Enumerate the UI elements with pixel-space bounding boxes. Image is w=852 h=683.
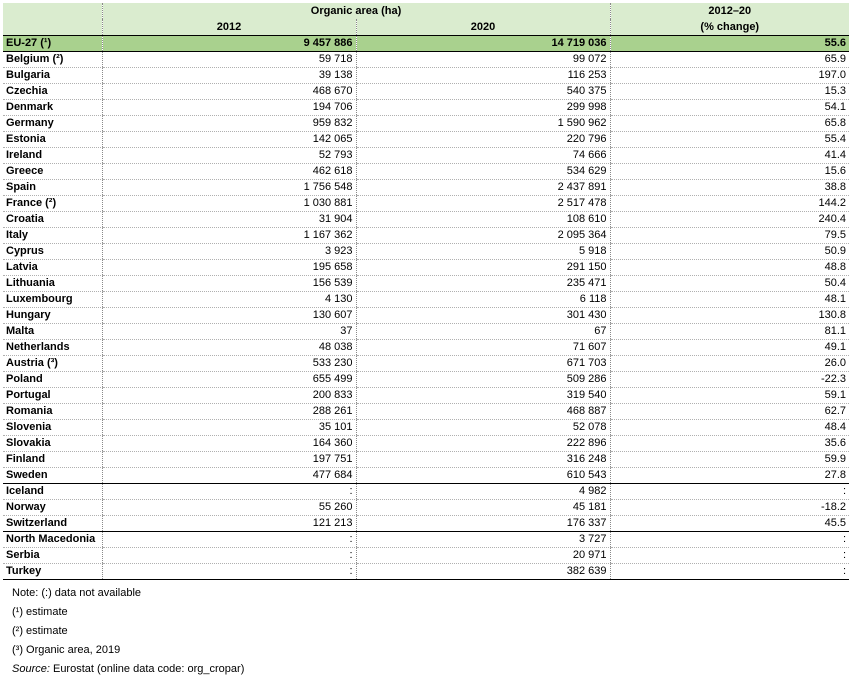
country-name: Portugal xyxy=(3,388,102,404)
value-change: 15.3 xyxy=(610,84,849,100)
value-2020: 2 437 891 xyxy=(356,180,610,196)
country-name: North Macedonia xyxy=(3,532,102,548)
table-row xyxy=(3,500,849,516)
value-2012: 156 539 xyxy=(102,276,356,292)
value-change: 54.1 xyxy=(610,100,849,116)
table-row xyxy=(3,132,849,148)
note-not-available: Note: (:) data not available xyxy=(12,587,142,599)
value-2020: 20 971 xyxy=(356,548,610,564)
value-2020: 671 703 xyxy=(356,356,610,372)
value-2020: 116 253 xyxy=(356,68,610,84)
table-row xyxy=(3,404,849,420)
country-name: Ireland xyxy=(3,148,102,164)
value-change: -22.3 xyxy=(610,372,849,388)
table-row xyxy=(3,148,849,164)
country-name: Finland xyxy=(3,452,102,468)
table-row xyxy=(3,388,849,404)
table-row xyxy=(3,324,849,340)
value-2020: 319 540 xyxy=(356,388,610,404)
value-2020: 4 982 xyxy=(356,484,610,500)
table-row xyxy=(3,356,849,372)
country-name: Lithuania xyxy=(3,276,102,292)
country-name: Belgium (²) xyxy=(3,52,102,68)
value-change: : xyxy=(610,564,849,580)
value-change: 35.6 xyxy=(610,436,849,452)
value-change: 65.8 xyxy=(610,116,849,132)
header-empty-cell xyxy=(3,19,102,36)
value-2020: 5 918 xyxy=(356,244,610,260)
country-name: Cyprus xyxy=(3,244,102,260)
value-change: 79.5 xyxy=(610,228,849,244)
table-row xyxy=(3,468,849,484)
value-2012: 1 167 362 xyxy=(102,228,356,244)
value-change: 59.1 xyxy=(610,388,849,404)
value-2012: 3 923 xyxy=(102,244,356,260)
value-2020: 2 095 364 xyxy=(356,228,610,244)
value-2012: : xyxy=(102,484,356,500)
value-2012: 195 658 xyxy=(102,260,356,276)
header-row-2 xyxy=(3,19,849,36)
country-name: Denmark xyxy=(3,100,102,116)
value-2012: 130 607 xyxy=(102,308,356,324)
country-name: Malta xyxy=(3,324,102,340)
value-change: 45.5 xyxy=(610,516,849,532)
table-row xyxy=(3,68,849,84)
country-name: France (²) xyxy=(3,196,102,212)
footnote-1: (¹) estimate xyxy=(12,606,68,618)
value-change: 144.2 xyxy=(610,196,849,212)
table-notes xyxy=(3,584,849,679)
value-change: 55.4 xyxy=(610,132,849,148)
country-name: Sweden xyxy=(3,468,102,484)
table-row xyxy=(3,372,849,388)
value-2012: 533 230 xyxy=(102,356,356,372)
value-2020: 67 xyxy=(356,324,610,340)
country-name: Italy xyxy=(3,228,102,244)
country-name: Romania xyxy=(3,404,102,420)
value-change: : xyxy=(610,548,849,564)
table-row xyxy=(3,52,849,68)
source-line xyxy=(12,660,849,679)
value-change: 49.1 xyxy=(610,340,849,356)
header-organic-area: Organic area (ha) xyxy=(102,3,610,19)
table-row xyxy=(3,84,849,100)
table-row xyxy=(3,548,849,564)
value-2020: 382 639 xyxy=(356,564,610,580)
value-2012: : xyxy=(102,532,356,548)
country-name: Greece xyxy=(3,164,102,180)
value-2012: 31 904 xyxy=(102,212,356,228)
table-row xyxy=(3,340,849,356)
country-name: Switzerland xyxy=(3,516,102,532)
country-name: Netherlands xyxy=(3,340,102,356)
footnote-3: (³) Organic area, 2019 xyxy=(12,644,121,656)
value-2020: 540 375 xyxy=(356,84,610,100)
value-2020: 71 607 xyxy=(356,340,610,356)
footnote-2: (²) estimate xyxy=(12,625,68,637)
value-2012: 194 706 xyxy=(102,100,356,116)
value-2020: 534 629 xyxy=(356,164,610,180)
table-row xyxy=(3,436,849,452)
table-row xyxy=(3,564,849,580)
value-2020: 2 517 478 xyxy=(356,196,610,212)
country-name: Austria (³) xyxy=(3,356,102,372)
value-change: 62.7 xyxy=(610,404,849,420)
value-2012: 142 065 xyxy=(102,132,356,148)
value-2012: 59 718 xyxy=(102,52,356,68)
organic-area-table xyxy=(3,3,849,580)
table-row xyxy=(3,116,849,132)
header-2020: 2020 xyxy=(356,19,610,36)
table-row xyxy=(3,100,849,116)
value-2012: 4 130 xyxy=(102,292,356,308)
country-name: Czechia xyxy=(3,84,102,100)
value-2020: 222 896 xyxy=(356,436,610,452)
country-name: Iceland xyxy=(3,484,102,500)
value-2012: 1 030 881 xyxy=(102,196,356,212)
table-row xyxy=(3,420,849,436)
value-change: 50.4 xyxy=(610,276,849,292)
table-row xyxy=(3,292,849,308)
value-2012: 52 793 xyxy=(102,148,356,164)
table-row xyxy=(3,260,849,276)
value-change: 26.0 xyxy=(610,356,849,372)
value-change: 48.1 xyxy=(610,292,849,308)
value-2012: 121 213 xyxy=(102,516,356,532)
value-2020: 301 430 xyxy=(356,308,610,324)
country-name: Spain xyxy=(3,180,102,196)
eu-row xyxy=(3,36,849,52)
value-change: 48.4 xyxy=(610,420,849,436)
organic-area-table-container xyxy=(3,3,849,679)
value-2020: 1 590 962 xyxy=(356,116,610,132)
value-change: 50.9 xyxy=(610,244,849,260)
value-2012: : xyxy=(102,564,356,580)
value-2012: 35 101 xyxy=(102,420,356,436)
value-2012: 655 499 xyxy=(102,372,356,388)
value-change: 59.9 xyxy=(610,452,849,468)
value-change: 48.8 xyxy=(610,260,849,276)
source-text: Eurostat (online data code: org_cropar) xyxy=(49,663,245,675)
value-2020: 509 286 xyxy=(356,372,610,388)
table-row xyxy=(3,532,849,548)
value-2020: 14 719 036 xyxy=(356,36,610,52)
table-row xyxy=(3,180,849,196)
country-name: Bulgaria xyxy=(3,68,102,84)
table-row xyxy=(3,196,849,212)
value-2020: 316 248 xyxy=(356,452,610,468)
country-name: Croatia xyxy=(3,212,102,228)
value-2020: 235 471 xyxy=(356,276,610,292)
country-name: Latvia xyxy=(3,260,102,276)
table-row xyxy=(3,452,849,468)
value-change: : xyxy=(610,484,849,500)
value-2020: 291 150 xyxy=(356,260,610,276)
header-2012: 2012 xyxy=(102,19,356,36)
value-2012: 37 xyxy=(102,324,356,340)
value-2020: 74 666 xyxy=(356,148,610,164)
value-2020: 220 796 xyxy=(356,132,610,148)
value-2012: 164 360 xyxy=(102,436,356,452)
value-2012: 468 670 xyxy=(102,84,356,100)
value-2012: 48 038 xyxy=(102,340,356,356)
value-2020: 3 727 xyxy=(356,532,610,548)
value-change: 81.1 xyxy=(610,324,849,340)
value-2012: 1 756 548 xyxy=(102,180,356,196)
table-row xyxy=(3,228,849,244)
value-2012: 9 457 886 xyxy=(102,36,356,52)
value-2012: : xyxy=(102,548,356,564)
value-2012: 55 260 xyxy=(102,500,356,516)
value-change: 65.9 xyxy=(610,52,849,68)
value-change: : xyxy=(610,532,849,548)
value-2012: 200 833 xyxy=(102,388,356,404)
value-change: 197.0 xyxy=(610,68,849,84)
value-change: 55.6 xyxy=(610,36,849,52)
value-2012: 197 751 xyxy=(102,452,356,468)
value-2020: 468 887 xyxy=(356,404,610,420)
value-2012: 462 618 xyxy=(102,164,356,180)
value-2020: 610 543 xyxy=(356,468,610,484)
country-name: Germany xyxy=(3,116,102,132)
table-row xyxy=(3,276,849,292)
value-change: 240.4 xyxy=(610,212,849,228)
country-name: Estonia xyxy=(3,132,102,148)
value-2012: 959 832 xyxy=(102,116,356,132)
table-row xyxy=(3,308,849,324)
value-2012: 288 261 xyxy=(102,404,356,420)
country-name: EU-27 (¹) xyxy=(3,36,102,52)
value-2012: 39 138 xyxy=(102,68,356,84)
country-name: Turkey xyxy=(3,564,102,580)
country-name: Slovenia xyxy=(3,420,102,436)
value-change: 130.8 xyxy=(610,308,849,324)
table-row xyxy=(3,164,849,180)
table-row xyxy=(3,212,849,228)
value-2020: 52 078 xyxy=(356,420,610,436)
value-2020: 45 181 xyxy=(356,500,610,516)
header-change-unit: (% change) xyxy=(610,19,849,36)
source-label: Source: xyxy=(12,663,50,675)
country-name: Serbia xyxy=(3,548,102,564)
table-row xyxy=(3,484,849,500)
country-name: Slovakia xyxy=(3,436,102,452)
country-name: Norway xyxy=(3,500,102,516)
header-row-1 xyxy=(3,3,849,19)
table-row xyxy=(3,244,849,260)
country-name: Hungary xyxy=(3,308,102,324)
value-2020: 99 072 xyxy=(356,52,610,68)
value-2012: 477 684 xyxy=(102,468,356,484)
value-2020: 299 998 xyxy=(356,100,610,116)
value-change: 38.8 xyxy=(610,180,849,196)
country-name: Poland xyxy=(3,372,102,388)
value-change: 27.8 xyxy=(610,468,849,484)
header-change-period: 2012–20 xyxy=(610,3,849,19)
value-change: -18.2 xyxy=(610,500,849,516)
country-name: Luxembourg xyxy=(3,292,102,308)
value-change: 41.4 xyxy=(610,148,849,164)
value-2020: 176 337 xyxy=(356,516,610,532)
value-change: 15.6 xyxy=(610,164,849,180)
value-2020: 108 610 xyxy=(356,212,610,228)
table-row xyxy=(3,516,849,532)
value-2020: 6 118 xyxy=(356,292,610,308)
header-empty-cell xyxy=(3,3,102,19)
